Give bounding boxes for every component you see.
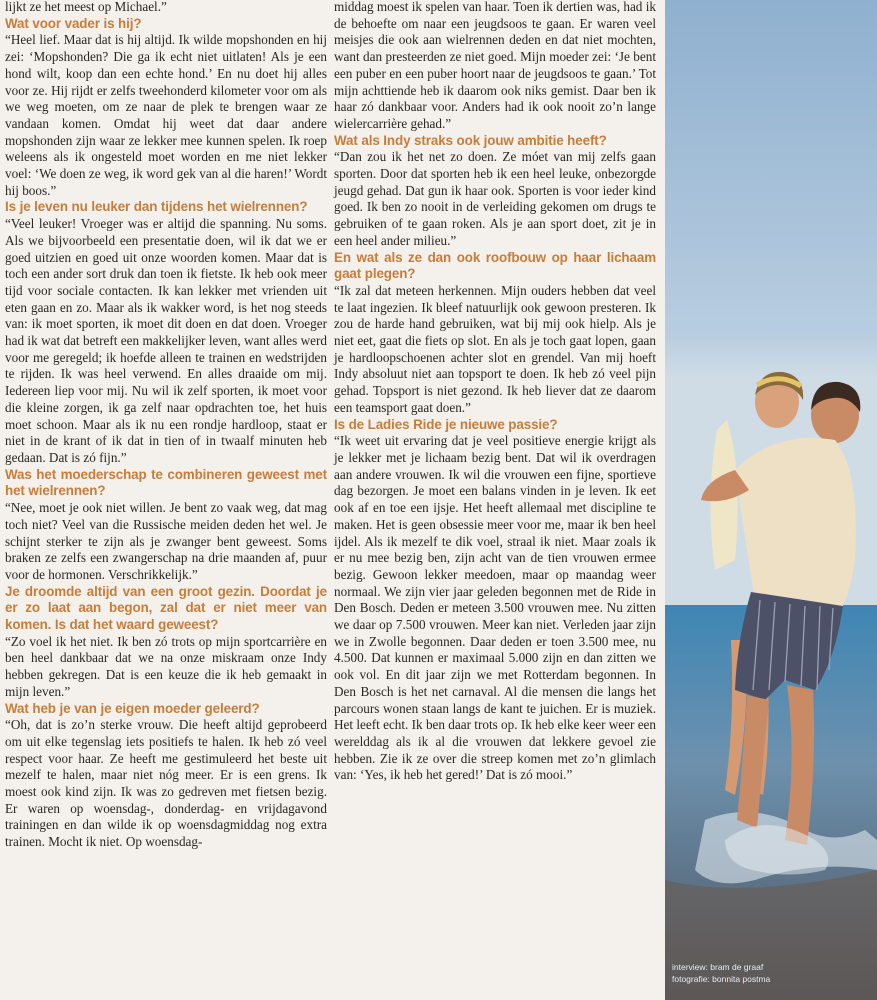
- beach-photo: [665, 0, 877, 1000]
- credit-interview: interview: bram de graaf: [672, 962, 764, 972]
- interview-answer: “Ik weet uit ervaring dat je veel positieve energie krijgt als je lekker met je lichaam bezig bent. Dat wil ik overdragen aan andere vrouwen. Ik wil die vrouwen een fijne, sportieve dag bezorgen. Je moet een balans vinden in je leven. Ik eet ook af en toe een ijsje. Het heeft allemaal met discipline te maken. Het is geen obsessie meer voor me, maar ik ben heel ijdel. Als ik mezelf te dik voel, straal ik niet. Maar zoals ik er nu mee bezig ben, zijn acht van de tien vrouwen ermee bezig. Gewoon lekker meedoen, maar op maandag weer normaal. We zijn vier jaar geleden begonnen met de Ride in Den Bosch. Deden er meteen 3.500 vrouwen mee. Nu zitten we daar op 7.500 vrouwen. Meer kan niet. Verleden jaar zijn we in Zwolle begonnen. Daar deden er toen 3.500 mee, nu 4.500. Dat kunnen er maximaal 5.000 zijn en dan zitten we ook vol. En dit jaar zijn we met Rotterdam begonnen. In Den Bosch is het net carnaval. Al die mensen die langs het parcours wonen staan langs de kant te juichen. Er is muziek. Het leeft echt. Ik ben daar trots op. Ik heb elke keer weer een werelddag als ik al die vrouwen dat lekkere gevoel zie hebben. Zie ik ze over die streep komen met zo’n glimlach van: ‘Yes, ik heb het gered!’ Dat is zó mooi.”: [334, 433, 656, 783]
- man-shirt: [735, 438, 856, 610]
- interview-question: Je droomde altijd van een groot gezin. Doordat je er zo laat aan begon, zal dat er niet meer van komen. Is dat het waard geweest?: [5, 583, 327, 633]
- interview-answer: “Nee, moet je ook niet willen. Je bent zo vaak weg, dat mag toch niet? Veel van die Russische meiden deden het wel. Je schijnt sterker te zijn als je zwanger bent geweest. Soms braken ze zelfs een zwangerschap na drie maanden af, puur voor de hormonen. Verschrikkelijk.”: [5, 500, 327, 582]
- interview-answer: “Ik zal dat meteen herkennen. Mijn ouders hebben dat veel te laat ingezien. Ik bleef natuurlijk ook gewoon presteren. Ik zou de harde hand gebruiken, wat bij mij ook hielp. Als je niet eet, gaat die fiets op slot. En als je toch gaat lopen, gaan je hardloopschoenen achter slot en grendel. Van mij hoeft Indy absoluut niet aan topsport te doen. Ik heb zó veel pijn gehad. Topsport is niet gezond. Ik heb liever dat ze daarom een teamsport gaat doen.”: [334, 282, 656, 415]
- credit-photo: fotografie: bonnita postma: [672, 974, 771, 984]
- interview-question: En wat als ze dan ook roofbouw op haar lichaam gaat plegen?: [334, 249, 656, 282]
- interview-answer: “Dan zou ik het net zo doen. Ze móet van mij zelfs gaan sporten. Door dat sporten heb ik een heel leuke, onbezorgde jeugd gehad. Dat gun ik haar ook. Sporten is voor ieder kind goed. Ik ben zo nooit in de verleiding gekomen om drugs te gebruiken of te gaan roken. Als je aan sport doet, zit je in een heel ander milieu.”: [334, 149, 656, 248]
- interview-answer: “Oh, dat is zo’n sterke vrouw. Die heeft altijd geprobeerd om uit elke tegenslag iets positiefs te halen. Ik heb zó veel respect voor haar. Ze heeft me gestimuleerd het beste uit mezelf te halen, maar niet nóg meer. Er is een grens. Ik moest ook kind zijn. Ik was zo gedreven met fietsen bezig. Er waren op woensdag-, donderdag- en vrijdagavond trainingen en dan wilde ik op woensdagmiddag nog extra trainen. Mocht ik niet. Op woensdag-: [5, 717, 327, 850]
- interview-question: Is je leven nu leuker dan tijdens het wielrennen?: [5, 199, 308, 215]
- interview-answer: middag moest ik spelen van haar. Toen ik dertien was, had ik de behoefte om naar een jeugdsoos te gaan. Er waren veel meisjes die ook aan wielrennen deden en dat niet mochten, want dan presteerden ze niet goed. Mijn moeder zei: ‘Je bent een puber en een puber hoort naar de jeugdsoos te gaan.’ Tot mijn achttiende heb ik daarom ook niks gemist. Daar ben ik haar zó dankbaar voor. Anders had ik ook nooit zo’n lange wielercarrière gehad.”: [334, 0, 656, 131]
- interview-question: Wat als Indy straks ook jouw ambitie heeft?: [334, 132, 607, 148]
- article-column-middle: [334, 0, 656, 784]
- interview-question: Was het moederschap te combineren geweest met het wielrennen?: [5, 466, 327, 499]
- interview-question: Is de Ladies Ride je nieuwe passie?: [334, 416, 558, 432]
- interview-question: Wat voor vader is hij?: [5, 15, 142, 31]
- interview-answer: “Veel leuker! Vroeger was er altijd die spanning. Nu soms. Als we bijvoorbeeld een presentatie doen, wil ik dat we er goed uitzien en goed uit onze woorden komen. Maar dat is toch een ander sort druk dan toen ik fietste. Ik heb ook meer tijd voor sociale contacten. Ik kan lekker met vrienden uit eten gaan en zo. Maar als ik wakker word, is het nog steeds van: ik moet sporten, ik moet dit doen en dat doen. Vroeger had ik wat dat betreft een makkelijker leven, want alles werd voor me geregeld; ik hoefde alleen te trainen en wedstrijden te rijden. Ik was heel verwend. En alles draaide om mij. Iedereen liep voor mij. Nu wil ik zelf sporten, ik moet voor die kleine zorgen, ik ga zelf naar opdrachten toe, het huis moet schoon. Maar als ik nu een rondje hardloop, staat er niet in de krant of ik dat in tien of in twaalf minuten heb gedaan. Dat is zó fijn.”: [5, 216, 327, 465]
- interview-answer: “Zo voel ik het niet. Ik ben zó trots op mijn sportcarrière en ben heel dankbaar dat we na onze miskraam onze Indy hebben gekregen. Dat is een keuze die ik heb gemaakt in mijn leven.”: [5, 633, 327, 699]
- interview-answer: lijkt ze het meest op Michael.”: [5, 0, 167, 14]
- interview-answer: “Heel lief. Maar dat is hij altijd. Ik wilde mopshonden en hij zei: ‘Mopshonden? Die ga ik echt niet uitlaten! Als je een hond wilt, koop dan een echte hond.’ En nu doet hij alles voor ze. Hij rijdt er zelfs tweehonderd kilometer voor om als we weg moeten, om ze naar de plek te brengen waar ze vandaan komen. Omdat hij weet dat daar andere mopshonden zijn waar ze lekker mee kunnen spelen. Ik roep weleens als ik ongesteld moet worden en me niet lekker voel: ‘We doen ze weg, ik word gek van al die haren!’ Wordt hij boos.”: [5, 32, 327, 198]
- article-column-left: [5, 0, 327, 851]
- interview-question: Wat heb je van je eigen moeder geleerd?: [5, 700, 260, 716]
